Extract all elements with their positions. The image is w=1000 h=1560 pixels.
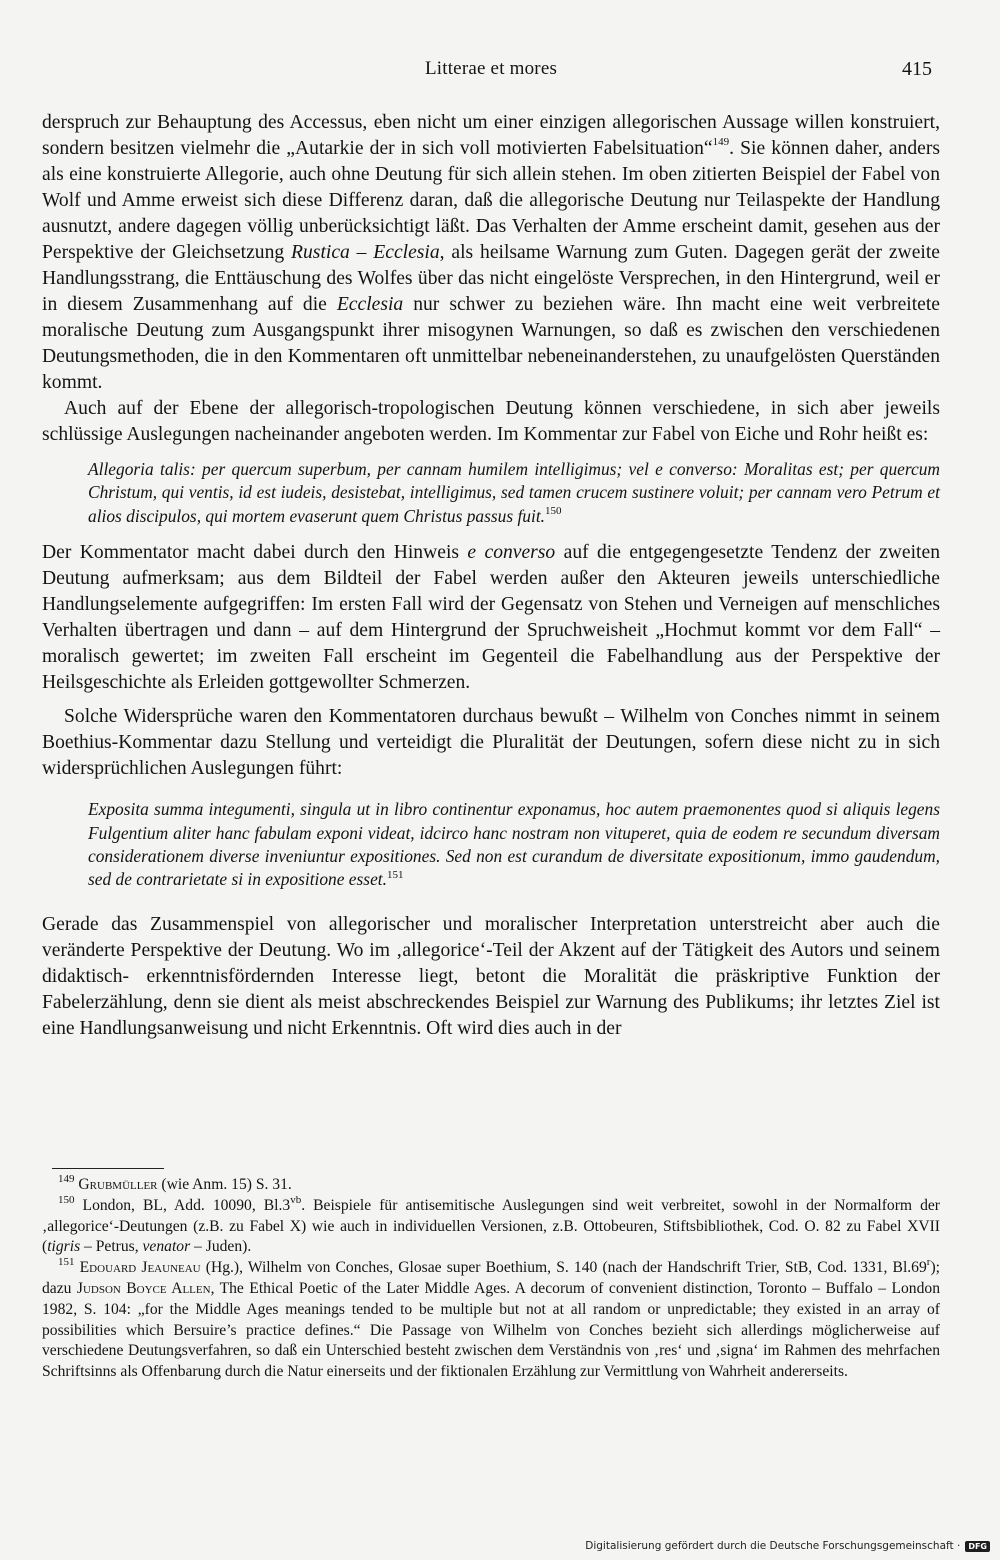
block-quote-2: Exposita summa integumenti, singula ut in libro continentur exponamus, hoc autem praemonentes quod si aliquis legens Fulgentium aliter hanc fabulam exponi videat, idcirco hanc nostram non vituperet, quia de eodem re secundum diversam considerationem diverse inveniuntur expositiones. Sed non est curandum de diversitate expositionum, immo gaudendum, sed de contrarietate si in expositione esset.$^{151}$ <box>88 799 940 890</box>
paragraph-2: Auch auf der Ebene der allegorisch-tropologischen Deutung können verschiedene, in sich aber jeweils schlüssige Auslegungen nacheinander angeboten werden. Im Kommentar zur Fabel von Eiche und Rohr heißt es: <box>42 398 940 445</box>
paragraph-5: Gerade das Zusammenspiel von allegorischer und moralischer Interpretation unterstreicht aber auch die veränderte Perspektive der Deutung. Wo im ‚allegorice‘-Teil der Akzent auf der Tätigkeit des Autors und seinem didaktisch- erkenntnisfördernden Interesse liegt, betont die Moralität die präskriptive Funktion der Fabelerzählung, denn sie dient als meist abschreckendes Beispiel zur Warnung des Publikums; ihr letztes Ziel ist eine Handlungsanweisung und nicht Erkenntnis. Oft wird dies auch in der <box>42 913 940 1039</box>
dfg-logo: DFG <box>965 1541 990 1552</box>
digitization-credit <box>585 1540 990 1552</box>
footnote-ref-151[interactable]: 151 <box>386 868 404 881</box>
paragraph-4: Solche Widersprüche waren den Kommentatoren durchaus bewußt – Wilhelm von Conches nimmt in seinem Boethius-Kommentar dazu Stellung und verteidigt die Pluralität der Deutungen, sofern diese nicht zu in sich widersprüchlichen Auslegungen führt: <box>42 706 940 780</box>
footnote-150: $^{150}$ London, BL, Add. 10090, $Bl.3^{vb}$. Beispiele für antisemitische Auslegungen sind weit verbreitet, sowohl in der Normalform der ‚allegorice‘-Deutungen (z.B. zu Fabel X) wie auch in individuellen Versionen, z.B. Ottobeuren, Stiftsbibliothek, Cod. O. 82 zu Fabel XVII (tigris – Petrus, venator – Juden). <box>42 1193 940 1256</box>
paragraph-3: Der Kommentator macht dabei durch den Hinweis e converso auf die entgegengesetzte Tendenz der zweiten Deutung aufmerksam; aus dem Bildteil der Fabel werden außer den Akteuren jeweils unterschiedliche Handlungselemente aufgegriffen: Im ersten Fall wird der Gegensatz von Stehen und Verneigen auf menschliches Verhalten übertragen und dann – auf dem Hintergrund der Spruchweisheit „Hochmut kommt vor dem Fall“ – moralisch gewertet; im zweiten Fall erscheint im Gegenteil die Fabelhandlung aus der Perspektive der Heilsgeschichte als Erleiden gottgewollter Schmerzen. <box>42 542 940 694</box>
main-text <box>42 110 940 1042</box>
footnote-151: $^{151}$ Edouard Jeauneau (Hg.), Wilhelm von Conches, Glosae super Boethium, S. 140 (nach der Handschrift Trier, StB, Cod. 1331, Bl.69$^r$); dazu Judson Boyce Allen, The Ethical Poetic of the Later Middle Ages. A decorum of convenient distinction, Toronto – Buffalo – London 1982, S. 104: „for the Middle Ages meanings tended to be multiple but not at all random or unpredictable; they existed in an array of possibilities which Bersuire’s practice defines.“ Die Passage von Wilhelm von Conches bezieht sich allerdings möglicherweise auf verschiedene Deutungsverfahren, so daß ein Unterschied besteht zwischen dem Verständnis von ‚res‘ und ‚signa‘ im Rahmen des mehrfachen Schriftsinns als Offenbarung durch die Natur einerseits und der fiktionalen Erzählung zur Vermittlung von Wahrheit andererseits. <box>42 1256 940 1381</box>
footnote-149: $^{149}$ Grubmüller (wie Anm. 15) S. 31. <box>58 1172 292 1193</box>
footnotes <box>42 1168 940 1383</box>
block-quote-1: Allegoria talis: per quercum superbum, per cannam humilem intelligimus; vel e converso: Moralitas est; per quercum Christum, qui ventis, id est iudeis, desistebat, intelligimus, sed tamen crucem sustinere voluit; per cannam vero Petrum et alios discipulos, qui mortem evaserunt quem Christus passus fuit.$^{150}$ <box>88 459 940 526</box>
running-head: Litterae et mores <box>424 58 558 79</box>
footnote-ref-150[interactable]: 150 <box>545 505 562 518</box>
credit-text: Digitalisierung gefördert durch die Deutsche Forschungsgemeinschaft · <box>585 1540 961 1552</box>
footnote-ref-149[interactable]: 149 <box>712 136 730 149</box>
paragraph-1: derspruch zur Behauptung des Accessus, eben nicht um einer einzigen allegorischen Aussage willen konstruiert, sondern besitzen vielmehr die „Autarkie der in sich voll motivierten Fabelsituation“$^{149}$. Sie können daher, anders als eine konstruierte Allegorie, auch ohne Deutung für sich allein stehen. Im oben zitierten Beispiel der Fabel von Wolf und Amme erweist sich diese Differenz daran, daß die allegorische Deutung nur Teilaspekte der Handlung ausnutzt, andere dagegen völlig unberücksichtigt läßt. Das Verhalten der Amme erscheint damit, gesehen aus der Perspektive der Gleichsetzung Rustica – Ecclesia, als heilsame Warnung zum Guten. Dagegen gerät der zweite Handlungsstrang, die Enttäuschung des Wolfes über das nicht eingelöste Versprechen, in den Hintergrund, weil er in diesem Zusammenhang auf die Ecclesia nur schwer zu beziehen wäre. Ihn macht eine weit verbreitete moralische Deutung zum Ausgangspunkt ihrer misogynen Warnungen, so daß es zwischen den verschiedenen Deutungsmethoden, die in den Kommentaren oft unmittelbar nebeneinanderstehen, zu unaufgelösten Querständen kommt. <box>42 112 941 393</box>
page-header <box>42 58 940 88</box>
footnote-rule <box>52 1168 164 1169</box>
page-number: 415 <box>902 58 932 80</box>
